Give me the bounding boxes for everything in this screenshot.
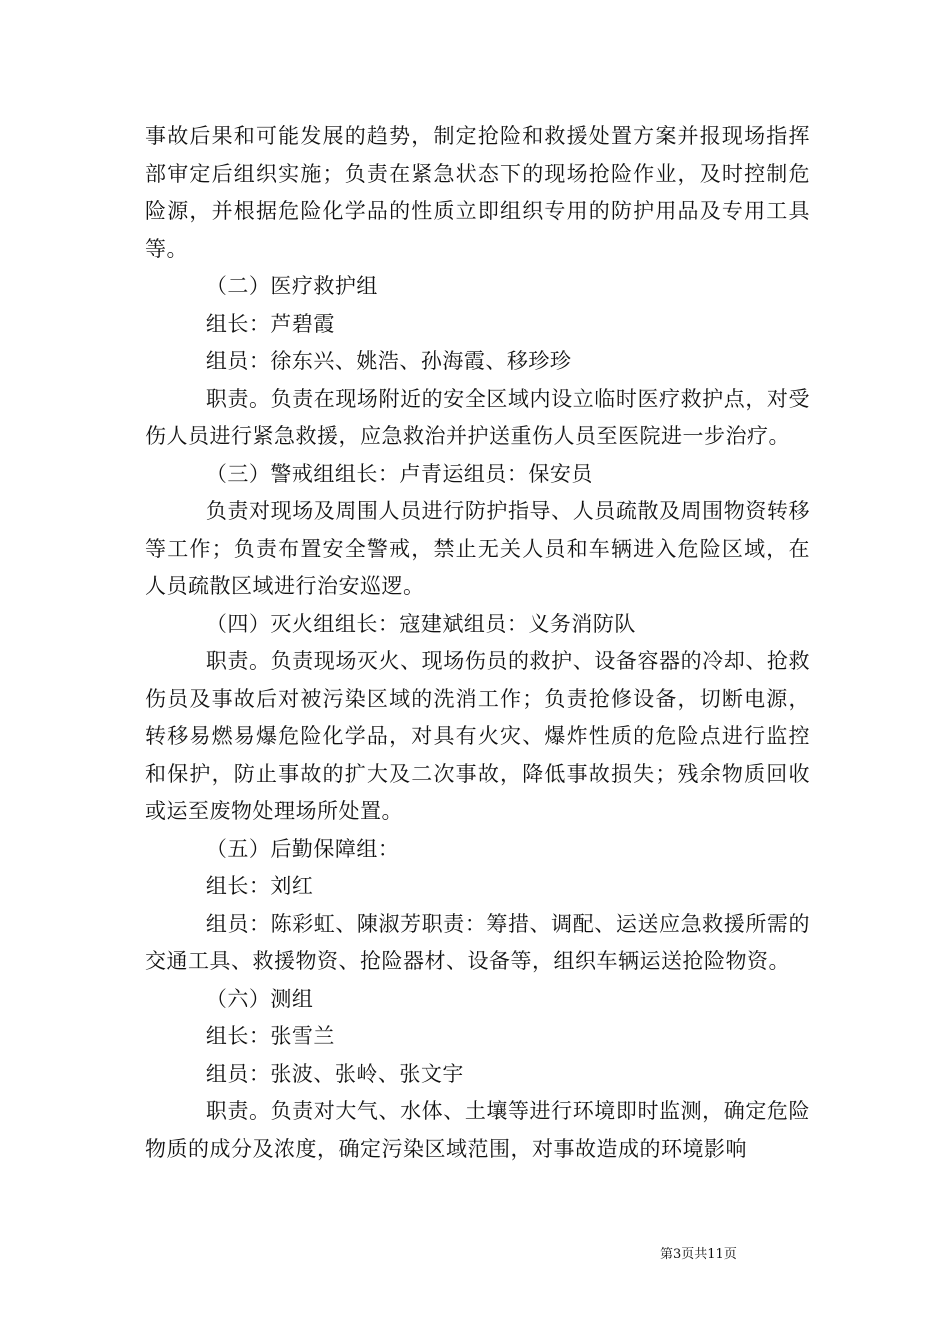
- logistics-team-leader: 组长：刘红: [205, 874, 314, 898]
- monitoring-team-members: 组员：张波、张岭、张文宇: [205, 1061, 464, 1086]
- medical-team-duties: 职责。负责在现场附近的安全区域内设立临时医疗救护点，对受伤人员进行紧急救援，应急救治并护送重伤人员至医院进一步治疗。: [145, 386, 810, 448]
- heading-firefighting-team: （四）灭火组组长：寇建斌组员：义务消防队: [205, 611, 636, 636]
- page-number-footer: 第3页共11页: [660, 1247, 737, 1262]
- document-body: [145, 118, 810, 1168]
- medical-team-leader: 组长：芦碧霞: [205, 311, 335, 336]
- security-team-duties: 负责对现场及周围人员进行防护指导、人员疏散及周围物资转移等工作；负责布置安全警戒，禁止无关人员和车辆进入危险区域，在人员疏散区域进行治安巡逻。: [145, 499, 810, 598]
- firefighting-team-duties: 职责。负责现场灭火、现场伤员的救护、设备容器的冷却、抢救伤员及事故后对被污染区域的洗消工作；负责抢修设备，切断电源，转移易燃易爆危险化学品，对具有火灾、爆炸性质的危险点进行监控和保护，防止事故的扩大及二次事故，降低事故损失；残余物质回收或运至废物处理场所处置。: [145, 649, 810, 823]
- heading-security-team: （三）警戒组组长：卢青运组员：保安员: [205, 461, 593, 486]
- logistics-team-members-duties: 组员：陈彩虹、陳淑芳职责：筹措、调配、运送应急救援所需的交通工具、救援物资、抢险器材、设备等，组织车辆运送抢险物资。: [145, 911, 810, 973]
- monitoring-team-leader: 组长：张雪兰: [205, 1024, 335, 1048]
- medical-team-members: 组员：徐东兴、姚浩、孙海霞、移珍珍: [205, 349, 572, 373]
- heading-medical-team: （二）医疗救护组: [205, 274, 378, 298]
- monitoring-team-duties: 职责。负责对大气、水体、土壤等进行环境即时监测，确定危险物质的成分及浓度，确定污染区域范围，对事故造成的环境影响: [145, 1099, 810, 1161]
- heading-logistics-team: （五）后勤保障组：: [205, 836, 400, 861]
- paragraph-rescue-duties-cont: 事故后果和可能发展的趋势，制定抢险和救援处置方案并报现场指挥部审定后组织实施；负责在紧急状态下的现场抢险作业，及时控制危险源，并根据危险化学品的性质立即组织专用的防护用品及专用工具等。: [145, 124, 810, 261]
- heading-monitoring-team: （六）测组: [205, 986, 314, 1011]
